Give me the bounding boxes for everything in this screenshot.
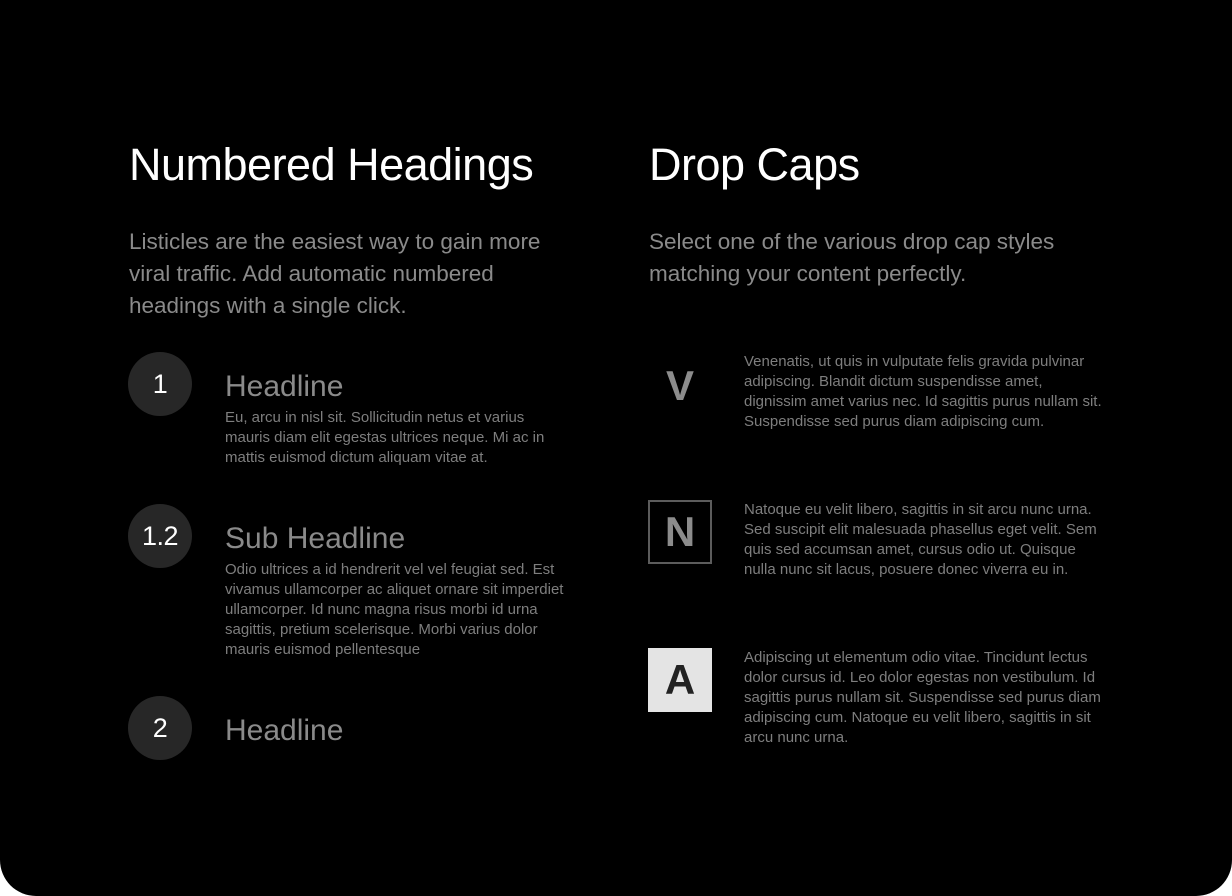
numbered-heading-body: Eu, arcu in nisl sit. Sollicitudin netus et varius mauris diam elit egestas ultrices neque. Mi ac in mattis euismod dictum aliquam vitae at. xyxy=(225,409,545,466)
heading-number-badge: 1 xyxy=(128,352,192,416)
drop-caps-intro: Select one of the various drop cap styles matching your content perfectly. xyxy=(649,229,1055,286)
drop-cap-outlined: N xyxy=(648,500,712,564)
drop-cap-paragraph: Adipiscing ut elementum odio vitae. Tincidunt lectus dolor cursus id. Leo dolor egestas non vestibulum. Id sagittis purus nullam sit. Suspendisse sed purus diam adipiscing cum. Natoque eu velit libero, sagittis in sit arcu nunc urna. xyxy=(744,649,1101,746)
drop-cap-plain: V xyxy=(665,362,694,409)
drop-cap-filled: A xyxy=(648,648,712,712)
drop-cap-paragraph: Venenatis, ut quis in vulputate felis gravida pulvinar adipiscing. Blandit dictum suspendisse amet, dignissim amet varius nec. Id sagittis purus nullam sit. Suspendisse sed purus diam adipiscing cum. xyxy=(744,353,1102,430)
drop-cap-paragraph: Natoque eu velit libero, sagittis in sit arcu nunc urna. Sed suscipit elit malesuada phasellus eget velit. Sem quis sed accumsan amet, cursus odio ut. Quisque nulla nunc sit lacus, posuere donec viverra eu in. xyxy=(744,501,1097,578)
heading-number-badge: 2 xyxy=(128,696,192,760)
drop-caps-title: Drop Caps xyxy=(649,139,860,190)
numbered-headings-title: Numbered Headings xyxy=(129,139,534,190)
numbered-headings-intro: Listicles are the easiest way to gain more viral traffic. Add automatic numbered headings with a single click. xyxy=(129,229,541,318)
numbered-heading: Headline xyxy=(225,370,344,403)
numbered-subheading-body: Odio ultrices a id hendrerit vel vel feugiat sed. Est vivamus ullamcorper ac aliquet ornare sit imperdiet ullamcorper. Id nunc magna risus morbi id urna sagittis, pretium scelerisque. Morbi varius dolor mauris euismod pellentesque xyxy=(225,561,564,658)
subheading-number-badge: 1.2 xyxy=(128,504,192,568)
numbered-subheading: Sub Headline xyxy=(225,522,406,555)
numbered-heading: Headline xyxy=(225,714,344,747)
